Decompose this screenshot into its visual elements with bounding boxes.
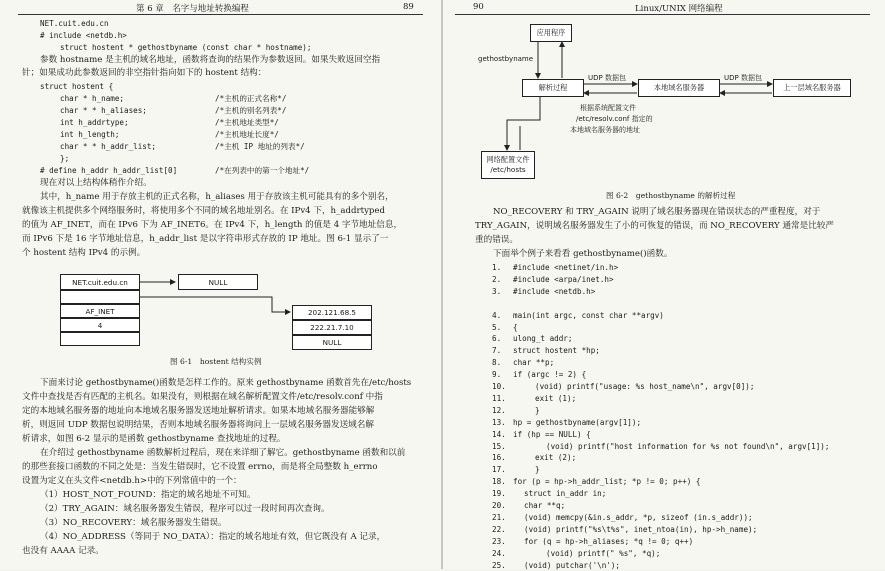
left-line: /*在列表中的第一个地址*/ (215, 166, 310, 175)
code-line-text: #include <arpa/inet.h> (513, 274, 614, 284)
code-line-number: 6. (492, 334, 502, 344)
code-line-number: 5. (492, 322, 502, 332)
left-line: int h_addrtype; (60, 118, 129, 127)
left-line: 的值为 AF_INET，而在 IPv6 下为 AF_INET6。在 IPv4 下，h_length 的值是 4 字节地址信息， (22, 220, 403, 230)
code-line-number: 16. (492, 453, 506, 463)
hosts-file-line-1: 网络配置文件 (486, 155, 530, 164)
code-line-number: 1. (492, 263, 502, 272)
left-line: 析，则返回 UDP 数据包说明结果，否则本地域名服务器将询问上一层域名服务器发送域名解 (22, 420, 374, 430)
code-line-text: (void) memcpy(&in.s_addr, *p, sizeof (in.s_addr)); (524, 512, 753, 522)
code-line-text: } (535, 405, 540, 415)
left-line: struct hostent { (40, 82, 114, 91)
code-line-number: 25. (492, 560, 506, 570)
left-line: （2）TRY_AGAIN：域名服务器发生错误，程序可以过一段时间再次查询。 (40, 504, 330, 514)
right-line: 下面举个例子来看看 gethostbyname()函数。 (493, 249, 673, 259)
code-line-number: 12. (492, 405, 506, 415)
left-line: 而 IPv6 下是 16 字节地址信息，h_addr_list 是以字符串形式存放的 IP 地址。图 6-1 显示了一 (22, 234, 389, 244)
left-line: NET.cuit.edu.cn (40, 19, 109, 28)
left-line: 针；如果成功此参数返回的非空指针指向如下的 hostent 结构： (22, 68, 267, 78)
left-line: （4）NO_ADDRESS（等同于 NO_DATA）：指定的域名地址有效，但它既没有 A 记录， (40, 532, 386, 542)
code-line-text: (void) printf(" %s", *q); (546, 548, 661, 558)
code-line-text: for (q = hp->h_aliases; *q != 0; q++) (524, 536, 694, 546)
left-line: /*主机地址类型*/ (215, 118, 279, 127)
code-line-number: 20. (492, 501, 506, 510)
resolv-note-line-3: 本地域名服务器的地址 (570, 126, 640, 134)
left-line: 设置为定义在头文件<netdb.h>中的下列常值中的一个： (22, 476, 242, 486)
code-line-number: 24. (492, 548, 506, 558)
code-line-text: exit (1); (535, 393, 577, 403)
left-line: char * * h_aliases; (60, 106, 147, 115)
code-line-text: struct in_addr in; (524, 489, 607, 499)
figure-6-2-caption: 图 6-2 gethostbyname 的解析过程 (606, 191, 736, 200)
code-line-text: for (p = hp->h_addr_list; *p != 0; p++) { (513, 477, 701, 487)
left-line: /*主机地址长度*/ (215, 130, 279, 139)
right-line: TRY_AGAIN，说明域名服务器发生了小的可恢复的错误，而 NO_RECOVERY 通常是比较严 (475, 221, 835, 231)
code-line-text: char **p; (513, 358, 555, 368)
left-line: （1）HOST_NOT_FOUND：指定的域名地址不可知。 (40, 490, 256, 500)
left-line: 下面来讨论 gethostbyname()函数是怎样工作的。原来 gethostbyname 函数首先在/etc/hosts (40, 378, 412, 388)
code-line-number: 11. (492, 393, 506, 403)
code-line-number: 19. (492, 489, 506, 499)
code-line-text: (void) printf("usage: %s host_name\n", argv[0]); (535, 382, 755, 391)
hosts-file-line-2: /etc/hosts (490, 165, 526, 174)
left-line: 现在对以上结构体稍作介绍。 (40, 178, 152, 188)
code-line-number: 23. (492, 536, 506, 546)
gethostbyname-label: gethostbyname (478, 55, 534, 63)
code-line-text: (void) putchar('\n'); (524, 560, 621, 570)
left-line: char * h_name; (60, 94, 125, 103)
resolver-box: 解析过程 (522, 79, 584, 97)
hostent-addrtype-box: AF_INET (60, 304, 140, 318)
code-line-number: 7. (492, 346, 502, 356)
left-line: 个 hostent 结构 IPv4 的示例。 (22, 248, 146, 258)
code-line-text: if (hp == NULL) { (513, 429, 591, 439)
app-box: 应用程序 (530, 24, 572, 42)
left-line: 就像该主机提供多个网络服务时，将使用多个不同的域名地址别名。在 IPv4 下，h_addrtyped (22, 206, 386, 216)
left-line: /*主机的正式名称*/ (215, 94, 287, 103)
left-page-number: 89 (403, 2, 414, 12)
left-line: char * * h_addr_list; (60, 142, 157, 151)
left-line: # define h_addr h_addr_list[0] (40, 166, 178, 175)
left-chapter-title: 第 6 章 名字与地址转换编程 (136, 4, 249, 14)
code-line-text: } (535, 465, 540, 475)
code-line-number: 3. (492, 286, 502, 296)
code-line-number: 18. (492, 477, 506, 487)
left-line: /*主机 IP 地址的列表*/ (215, 142, 305, 151)
code-line-text: hp = gethostbyname(argv[1]); (513, 417, 642, 427)
resolv-note-line-1: 根据系统配置文件 (580, 104, 636, 112)
code-line-text: (void) printf("host information for %s not found\n", argv[1]); (546, 441, 830, 451)
code-line-number: 13. (492, 417, 506, 427)
code-line-text: #include <netinet/in.h> (513, 263, 619, 272)
addr-box-2: 222.21.7.10 (292, 320, 372, 335)
code-line-number: 10. (492, 382, 506, 391)
left-line: 文件中查找是否有匹配的主机名。如果没有，则根据在域名解析配置文件/etc/resolv.conf 中指 (22, 392, 383, 402)
code-line-number: 4. (492, 310, 502, 320)
local-dns-box: 本地域名服务器 (638, 79, 720, 97)
code-line-text: if (argc != 2) { (513, 370, 587, 380)
left-line: int h_length; (60, 130, 120, 139)
left-line: }; (60, 154, 70, 163)
right-line: 重的错误。 (475, 235, 518, 245)
code-line-text: { (513, 322, 518, 332)
left-line: 的那些套接口函数的不同之处是：当发生错误时，它不设置 errno，而是将全局整数 h_errno (22, 462, 378, 472)
right-line: NO_RECOVERY 和 TRY_AGAIN 说明了域名服务器现在错误状态的严重程度，对于 (493, 207, 821, 217)
left-line: 也没有 AAAA 记录。 (22, 546, 104, 556)
resolv-note-line-2: /etc/resolv.conf 指定的 (576, 115, 653, 123)
hostent-length-box: 4 (60, 318, 140, 332)
upper-dns-box: 上一层域名服务器 (773, 79, 851, 97)
left-line: 其中，h_name 用于存放主机的正式名称，h_aliases 用于存放该主机可能具有的多个别名， (40, 192, 394, 202)
right-page-number: 90 (473, 2, 484, 12)
code-line-text: exit (2); (535, 453, 577, 463)
code-line-number: 15. (492, 441, 506, 451)
addr-box-1: 202.121.68.5 (292, 305, 372, 320)
addr-box-null: NULL (292, 335, 372, 350)
code-line-text: char **q; (524, 501, 566, 510)
code-line-number: 2. (492, 274, 502, 284)
left-line: 参数 hostname 是主机的域名地址，函数将查询的结果作为参数返回。如果失败返回空指 (40, 55, 381, 65)
code-line-number: 22. (492, 524, 506, 534)
code-line-text: struct hostent *hp; (513, 346, 600, 356)
code-line-number: 14. (492, 429, 506, 439)
code-line-text: ulong_t addr; (513, 334, 573, 344)
left-line: 析请求，如图 6-2 显示的是函数 gethostbyname 查找地址的过程。 (22, 434, 286, 444)
code-line-number: 21. (492, 512, 506, 522)
hosts-file-box (481, 151, 535, 179)
aliases-null-box: NULL (178, 274, 258, 290)
hostent-name-box: NET.cuit.edu.cn (60, 274, 140, 290)
left-line: struct hostent * gethostbyname (const char * hostname); (60, 43, 312, 52)
code-line-number: 8. (492, 358, 502, 368)
figure-6-1-caption: 图 6-1 hostent 结构实例 (170, 357, 262, 366)
left-line: 定的本地域名服务器的地址向本地域名服务器发送地址解析请求。如果本地域名服务器能够解 (22, 406, 375, 416)
left-line: # include <netdb.h> (40, 31, 127, 40)
code-line-text: (void) printf("%s\t%s", inet_ntoa(in), hp->h_name); (524, 524, 758, 534)
code-line-text: main(int argc, const char **argv) (513, 310, 664, 320)
left-line: /*主机的别名列表*/ (215, 106, 287, 115)
udp-label-2: UDP 数据包 (724, 74, 762, 82)
left-line: （3）NO_RECOVERY：域名服务器发生错误。 (40, 518, 227, 528)
udp-label-1: UDP 数据包 (588, 74, 626, 82)
left-line: 在介绍过 gethostbyname 函数解析过程后，现在来详细了解它。gethostbyname 函数和以前 (40, 448, 406, 458)
code-line-number: 17. (492, 465, 506, 475)
right-book-title: Linux/UNIX 网络编程 (635, 4, 723, 14)
code-line-number: 9. (492, 370, 502, 380)
code-line-text: #include <netdb.h> (513, 286, 596, 296)
